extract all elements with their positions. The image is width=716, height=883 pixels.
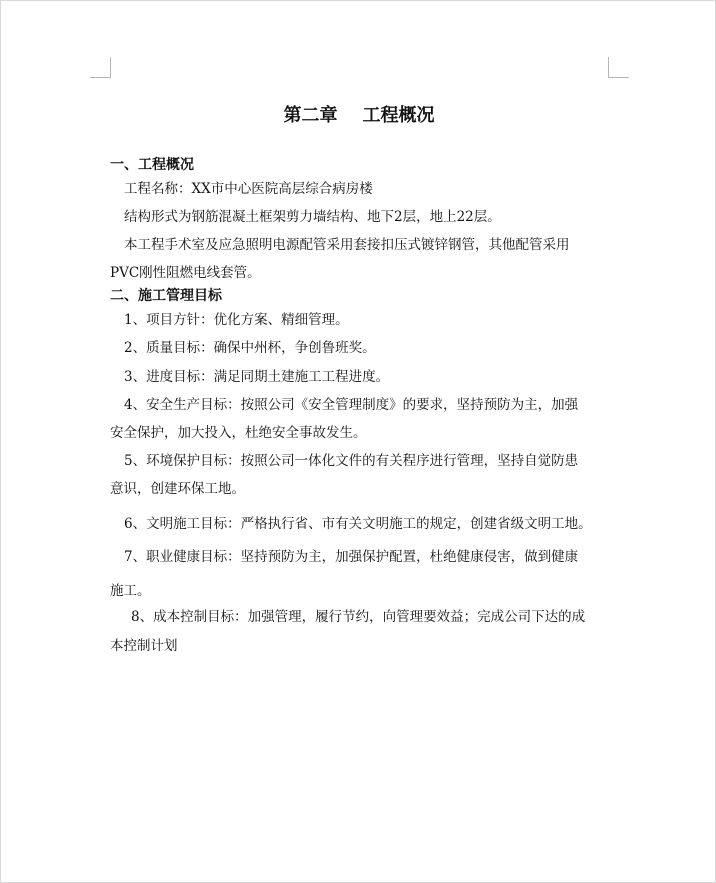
page-corner-mark-top-right <box>608 57 629 78</box>
goal-item-4-line-1: 4、安全生产目标：按照公司《安全管理制度》的要求，坚持预防为主，加强 <box>124 397 579 413</box>
chapter-title: 第二章 工程概况 <box>283 105 435 126</box>
goal-item-7-line-1: 7、职业健康目标：坚持预防为主，加强保护配置，杜绝健康侵害，做到健康 <box>124 549 579 565</box>
goal-item-1: 1、项目方针：优化方案、精细管理。 <box>124 312 349 328</box>
structure-line: 结构形式为钢筋混凝土框架剪力墙结构、地下2层，地上22层。 <box>124 209 501 225</box>
goal-item-3: 3、进度目标：满足同期土建施工工程进度。 <box>124 369 390 385</box>
project-name-line: 工程名称：XX市中心医院高层综合病房楼 <box>124 181 373 197</box>
goal-item-6: 6、文明施工目标：严格执行省、市有关文明施工的规定，创建省级文明工地。 <box>124 516 592 532</box>
goal-item-4-line-2: 安全保护，加大投入，杜绝安全事故发生。 <box>110 425 367 441</box>
conduit-line-1: 本工程手术室及应急照明电源配管采用套接扣压式镀锌钢管，其他配管采用 <box>124 237 570 253</box>
conduit-line-2: PVC刚性阻燃电线套管。 <box>110 265 261 281</box>
goal-item-5-line-1: 5、环境保护目标：按照公司一体化文件的有关程序进行管理，坚持自觉防患 <box>124 453 579 469</box>
page-corner-mark-top-left <box>90 57 111 78</box>
goal-item-8-line-2: 本控制计划 <box>110 638 178 654</box>
goal-item-7-line-2: 施工。 <box>110 583 151 599</box>
section-heading-goals: 二、施工管理目标 <box>110 288 222 304</box>
goal-item-8-line-1: 8、成本控制目标：加强管理，履行节约，向管理要效益；完成公司下达的成 <box>131 609 586 625</box>
goal-item-5-line-2: 意识，创建环保工地。 <box>110 481 245 497</box>
goal-item-2: 2、质量目标：确保中州杯，争创鲁班奖。 <box>124 340 376 356</box>
section-heading-overview: 一、工程概况 <box>110 157 194 173</box>
